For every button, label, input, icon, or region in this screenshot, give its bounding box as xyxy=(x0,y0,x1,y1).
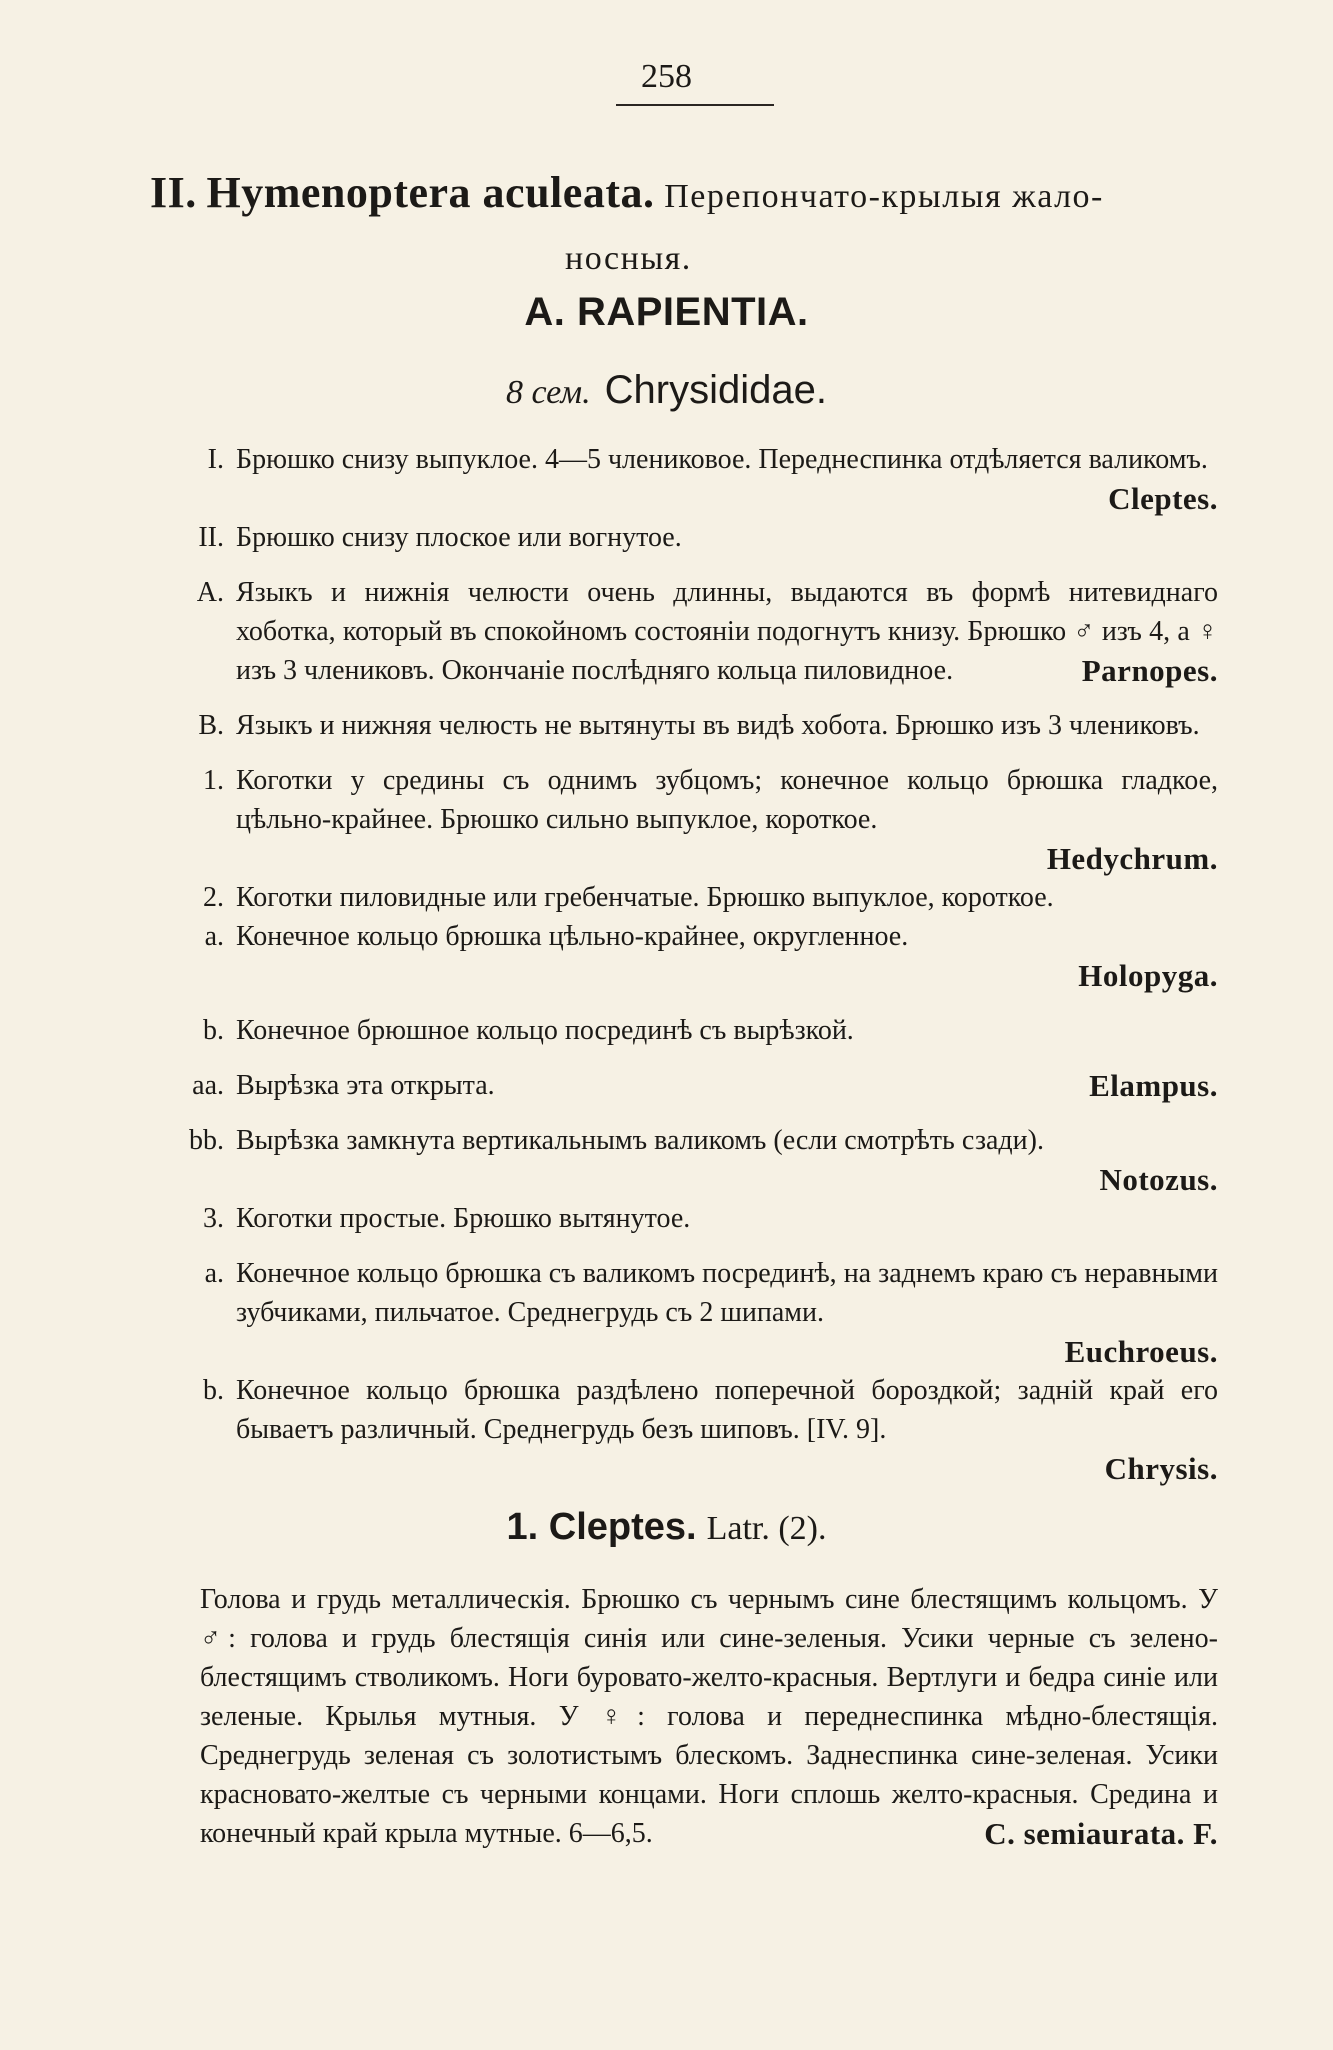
key-entry-label: B. xyxy=(198,710,224,741)
key-entry-genus: Chrysis. xyxy=(1104,1451,1218,1486)
description-text: Голова и грудь металлическія. Брюшко съ чернымъ сине блестящимъ кольцомъ. У ♂: голова и грудь блестящія синія или сине-зеленыя. Усики черные съ зелено-блестящимъ стволикомъ. Ноги буровато-желто-красныя. Вертлуги и бедра синіе или зеленые. Крылья мутныя. У ♀: голова и переднеспинка мѣдно-блестящія. Среднегрудь зеленая съ золотистымъ блескомъ. Заднеспинка сине-зеленая. Усики красновато-желтые съ черными концами. Ноги сплошь желто-красныя. Средина и конечный край крыла мутные. 6—6,5. xyxy=(200,1584,1218,1849)
key-entry-genus: Hedychrum. xyxy=(1046,841,1218,876)
key-entry-text: Вырѣзка эта открыта. xyxy=(236,1070,495,1101)
key-entry xyxy=(150,878,1218,917)
key-entry-text: Коготки простые. Брюшко вытянутое. xyxy=(236,1203,691,1234)
key-entry-label: b. xyxy=(203,1375,224,1406)
species-description xyxy=(200,1580,1218,1853)
key-entry-body xyxy=(236,878,1218,917)
key-entry-label: bb. xyxy=(189,1125,224,1156)
species-name: C. semiaurata. F. xyxy=(984,1816,1218,1851)
key-entry-text: Конечное брюшное кольцо посрединѣ съ вырѣзкой. xyxy=(236,1015,854,1046)
key-entry xyxy=(150,440,1218,518)
order-russian-name-2: носныя. xyxy=(565,240,692,277)
order-heading xyxy=(150,162,1230,290)
key-entry-label: A. xyxy=(196,577,224,608)
key-entry-label: 1. xyxy=(203,765,224,796)
key-entry-text: Брюшко снизу плоское или вогнутое. xyxy=(236,522,682,553)
key-entry xyxy=(150,1011,1218,1050)
order-latin-name: Hymenoptera aculeata. xyxy=(206,168,655,217)
key-entry xyxy=(150,706,1218,745)
key-entry xyxy=(150,573,1218,690)
key-entry-text: Коготки у средины съ однимъ зубцомъ; конечное кольцо брюшка гладкое, цѣльно-крайнее. Брюшко сильно выпуклое, короткое. xyxy=(236,765,1218,835)
key-entry-text: Языкъ и нижнія челюсти очень длинны, выдаются въ формѣ нитевиднаго хоботка, который въ спокойномъ состояніи подогнутъ книзу. Брюшко ♂ изъ 4, а ♀ изъ 3 члениковъ. Окончаніе послѣдняго кольца пиловидное. xyxy=(236,577,1218,686)
key-entry-text: Конечное кольцо брюшка раздѣлено поперечной бороздкой; задній край его бываетъ различный. Среднегрудь безъ шиповъ. [IV. 9]. xyxy=(236,1375,1218,1445)
key-entry-genus: Parnopes. xyxy=(1081,653,1218,688)
key-entry-body xyxy=(236,917,1218,995)
key-entry-body xyxy=(236,761,1218,878)
key-entry xyxy=(150,1199,1218,1238)
key-entry xyxy=(150,761,1218,878)
key-entry-body xyxy=(236,706,1218,745)
key-entry xyxy=(150,1254,1218,1371)
key-entry-body xyxy=(236,440,1218,518)
key-entry-label: II. xyxy=(198,522,224,553)
genus-heading xyxy=(0,1505,1333,1549)
key-entry-genus: Euchroeus. xyxy=(1064,1334,1218,1369)
order-number: II. xyxy=(150,168,197,217)
key-entry-label: aa. xyxy=(192,1070,224,1101)
key-entry-text: Коготки пиловидные или гребенчатые. Брюшко выпуклое, короткое. xyxy=(236,882,1054,913)
family-prefix: 8 сем. xyxy=(506,374,591,411)
key-entry xyxy=(150,1371,1218,1488)
section-heading: A. RAPIENTIA. xyxy=(524,290,809,334)
key-entry-label: a. xyxy=(204,921,224,952)
key-entry-text: Брюшко снизу выпуклое. 4—5 члениковое. Переднеспинка отдѣляется валикомъ. xyxy=(236,444,1208,475)
key-entry-label: 2. xyxy=(203,882,224,913)
key-entry-label: 3. xyxy=(203,1203,224,1234)
key-entry xyxy=(150,917,1218,995)
order-russian-name-1: Перепончато-крылыя жало- xyxy=(664,178,1104,215)
key-entry-label: I. xyxy=(207,444,224,475)
page-number-rule xyxy=(616,104,774,106)
key-entry-label: b. xyxy=(203,1015,224,1046)
genus-heading-author: Latr. (2). xyxy=(706,1510,827,1547)
key-entry-genus: Holopyga. xyxy=(1078,958,1218,993)
key-entry-body xyxy=(236,573,1218,690)
identification-key xyxy=(150,440,1218,1488)
key-entry-body xyxy=(236,1011,1218,1050)
key-entry-text: Вырѣзка замкнута вертикальнымъ валикомъ (если смотрѣть сзади). xyxy=(236,1125,1044,1156)
key-entry xyxy=(150,1066,1218,1105)
key-entry-text: Конечное кольцо брюшка цѣльно-крайнее, округленное. xyxy=(236,921,909,952)
key-entry-body xyxy=(236,1121,1218,1199)
family-name: Chrysididae. xyxy=(604,368,827,412)
key-entry xyxy=(150,1121,1218,1199)
key-entry-body xyxy=(236,1066,1218,1105)
key-entry-text: Языкъ и нижняя челюсть не вытянуты въ видѣ хобота. Брюшко изъ 3 члениковъ. xyxy=(236,710,1200,741)
key-entry-body xyxy=(236,518,1218,557)
key-entry-text: Конечное кольцо брюшка съ валикомъ посрединѣ, на заднемъ краю съ неравными зубчиками, пильчатое. Среднегрудь съ 2 шипами. xyxy=(236,1258,1218,1328)
genus-heading-name: 1. Cleptes. xyxy=(506,1506,697,1548)
key-entry-genus: Notozus. xyxy=(1099,1162,1218,1197)
page-number: 258 xyxy=(641,58,692,95)
key-entry-body xyxy=(236,1371,1218,1488)
key-entry-genus: Elampus. xyxy=(1089,1068,1218,1103)
key-entry-body xyxy=(236,1199,1218,1238)
key-entry-genus: Cleptes. xyxy=(1108,481,1218,516)
key-entry-body xyxy=(236,1254,1218,1371)
key-entry xyxy=(150,518,1218,557)
key-entry-label: a. xyxy=(204,1258,224,1289)
family-heading xyxy=(0,366,1333,413)
